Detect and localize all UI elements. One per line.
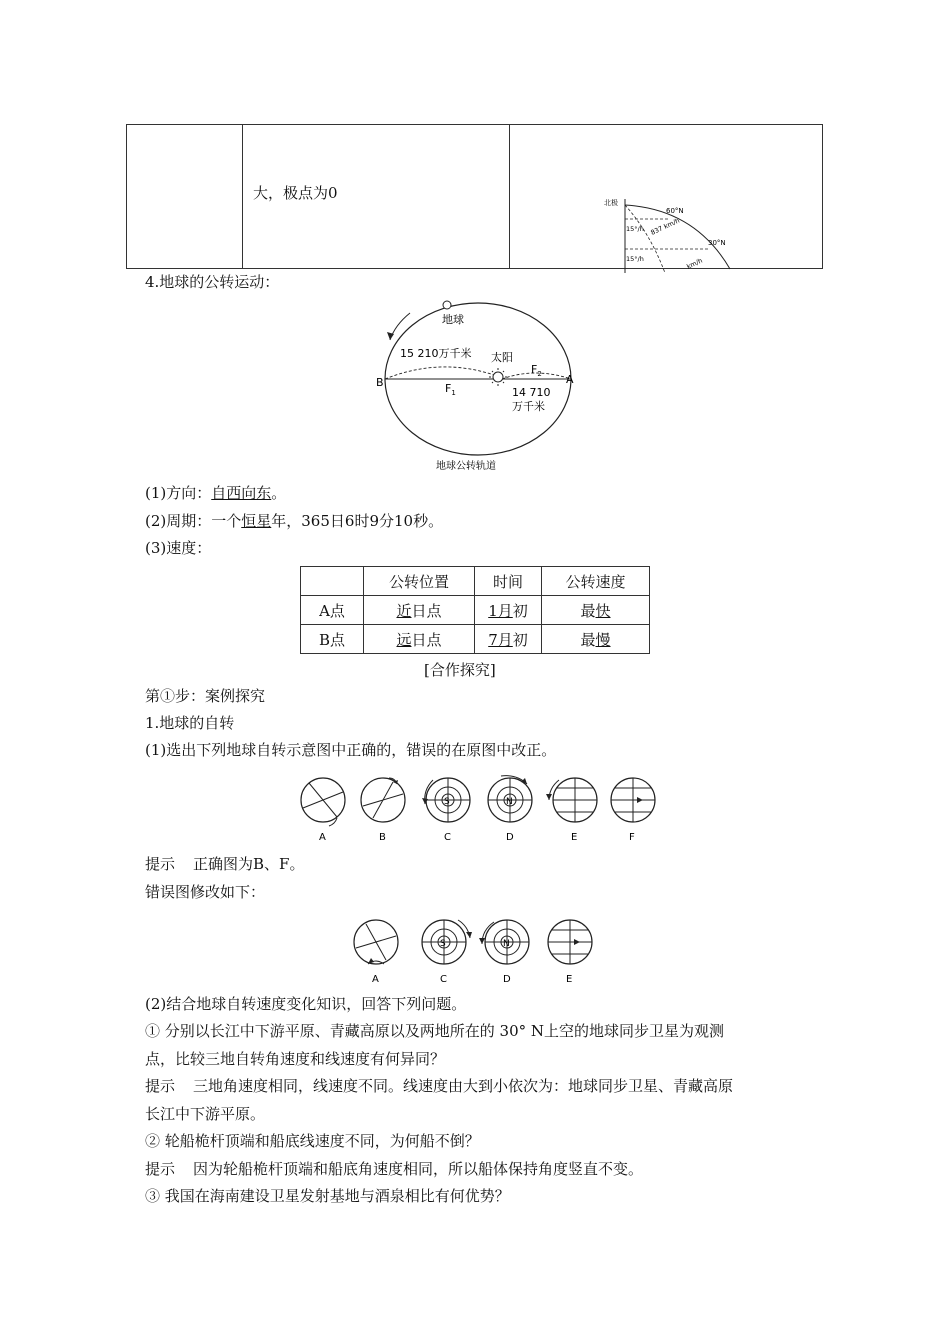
svg-text:C: C bbox=[444, 832, 451, 843]
svg-text:E: E bbox=[571, 832, 578, 843]
svg-text:N: N bbox=[506, 797, 513, 807]
svg-text:E: E bbox=[566, 974, 573, 985]
table-row: B点 远日点 7月初 最慢 bbox=[301, 625, 650, 654]
section4-title: 4.地球的公转运动： bbox=[145, 273, 280, 291]
speed-title: (3)速度： bbox=[145, 539, 212, 557]
corrected-diagram-a bbox=[354, 920, 398, 985]
svg-text:D: D bbox=[503, 974, 511, 985]
linear-speed-cell bbox=[243, 125, 510, 269]
corrected-diagram-e bbox=[548, 920, 592, 985]
fix-intro: 错误图修改如下： bbox=[145, 883, 266, 901]
diagram-b bbox=[361, 778, 405, 843]
earth-icon bbox=[443, 301, 451, 309]
lat-30-label: 30°N bbox=[708, 239, 726, 247]
svg-text:C: C bbox=[440, 974, 447, 985]
rotation-speed-table bbox=[126, 124, 823, 269]
f1-label: $F_1$ bbox=[445, 382, 456, 397]
step1-heading: 第①步：案例探究 bbox=[145, 687, 266, 705]
rotation-diagrams-row2 bbox=[348, 912, 608, 987]
question-1: (1)选出下列地球自转示意图中正确的，错误的在原图中改正。 bbox=[145, 741, 557, 759]
hint-3: 提示 因为轮船桅杆顶端和船底角速度相同，所以船体保持角度竖直不变。 bbox=[145, 1160, 644, 1178]
orbit-caption: 地球公转轨道 bbox=[436, 461, 496, 472]
table-header-row: 公转位置 时间 公转速度 bbox=[301, 567, 650, 596]
rate-label-1: 15°/h bbox=[626, 225, 644, 233]
question-2-3: ③ 我国在海南建设卫星发射基地与酒泉相比有何优势？ bbox=[145, 1187, 510, 1205]
sun-label: 太阳 bbox=[491, 351, 513, 364]
speed-60-label: 837 km/h bbox=[649, 216, 681, 237]
empty-cell bbox=[127, 125, 243, 269]
subsection-heading: 1.地球的自转 bbox=[145, 714, 235, 732]
direction-line: (1)方向：自西向东。 bbox=[145, 484, 287, 502]
diagram-cell bbox=[510, 125, 823, 269]
sun-icon bbox=[489, 368, 507, 386]
perihelion-distance-1: 14 710 bbox=[512, 386, 551, 399]
rate-label-2: 15°/h bbox=[626, 255, 644, 263]
table-row: A点 近日点 1月初 最快 bbox=[301, 596, 650, 625]
svg-text:D: D bbox=[506, 832, 514, 843]
orbit-diagram bbox=[370, 295, 590, 475]
hint-2b: 长江中下游平原。 bbox=[145, 1105, 266, 1123]
svg-text:B: B bbox=[379, 832, 386, 843]
earth-label: 地球 bbox=[442, 313, 464, 326]
corrected-diagram-c bbox=[422, 920, 472, 985]
svg-text:N: N bbox=[503, 939, 510, 949]
question-2: (2)结合地球自转速度变化知识，回答下列问题。 bbox=[145, 995, 467, 1013]
point-a-label: A bbox=[566, 373, 574, 386]
svg-text:S: S bbox=[440, 939, 446, 949]
svg-text:A: A bbox=[372, 974, 379, 985]
point-b-label: B bbox=[376, 376, 384, 389]
linear-speed-text: 大，极点为0 bbox=[253, 184, 338, 202]
diagram-a bbox=[301, 778, 345, 843]
latitude-speed-diagram bbox=[600, 193, 740, 273]
svg-text:A: A bbox=[319, 832, 326, 843]
svg-text:F: F bbox=[629, 832, 635, 843]
lat-60-label: 60°N bbox=[666, 207, 684, 215]
question-2-2: ② 轮船桅杆顶端和船底线速度不同，为何船不倒？ bbox=[145, 1132, 480, 1150]
period-line: (2)周期：一个恒星年，365日6时9分10秒。 bbox=[145, 512, 444, 530]
diagram-c bbox=[422, 778, 470, 843]
diagram-f bbox=[611, 778, 655, 843]
question-2-1a: ① 分别以长江中下游平原、青藏高原以及两地所在的 30° N上空的地球同步卫星为观测 bbox=[145, 1022, 725, 1040]
cooperation-heading: [合作探究] bbox=[424, 661, 496, 679]
north-pole-label: 北极 bbox=[604, 199, 618, 207]
perihelion-distance-2: 万千米 bbox=[512, 400, 545, 413]
svg-text:S: S bbox=[444, 797, 450, 807]
diagram-e bbox=[546, 778, 597, 843]
hint-2a: 提示 三地角速度相同，线速度不同。线速度由大到小依次为：地球同步卫星、青藏高原 bbox=[145, 1077, 734, 1095]
revolution-speed-table bbox=[300, 566, 650, 654]
aphelion-distance: 15 210万千米 bbox=[400, 347, 472, 360]
diagram-d bbox=[488, 776, 532, 843]
rotation-diagrams-row1 bbox=[295, 770, 665, 845]
corrected-diagram-d bbox=[479, 920, 529, 985]
f2-label: $F_2$ bbox=[531, 363, 542, 378]
question-2-1b: 点，比较三地自转角速度和线速度有何异同？ bbox=[145, 1050, 446, 1068]
hint-1: 提示 正确图为B、F。 bbox=[145, 855, 305, 873]
speed-30-label: km/h bbox=[685, 256, 704, 271]
